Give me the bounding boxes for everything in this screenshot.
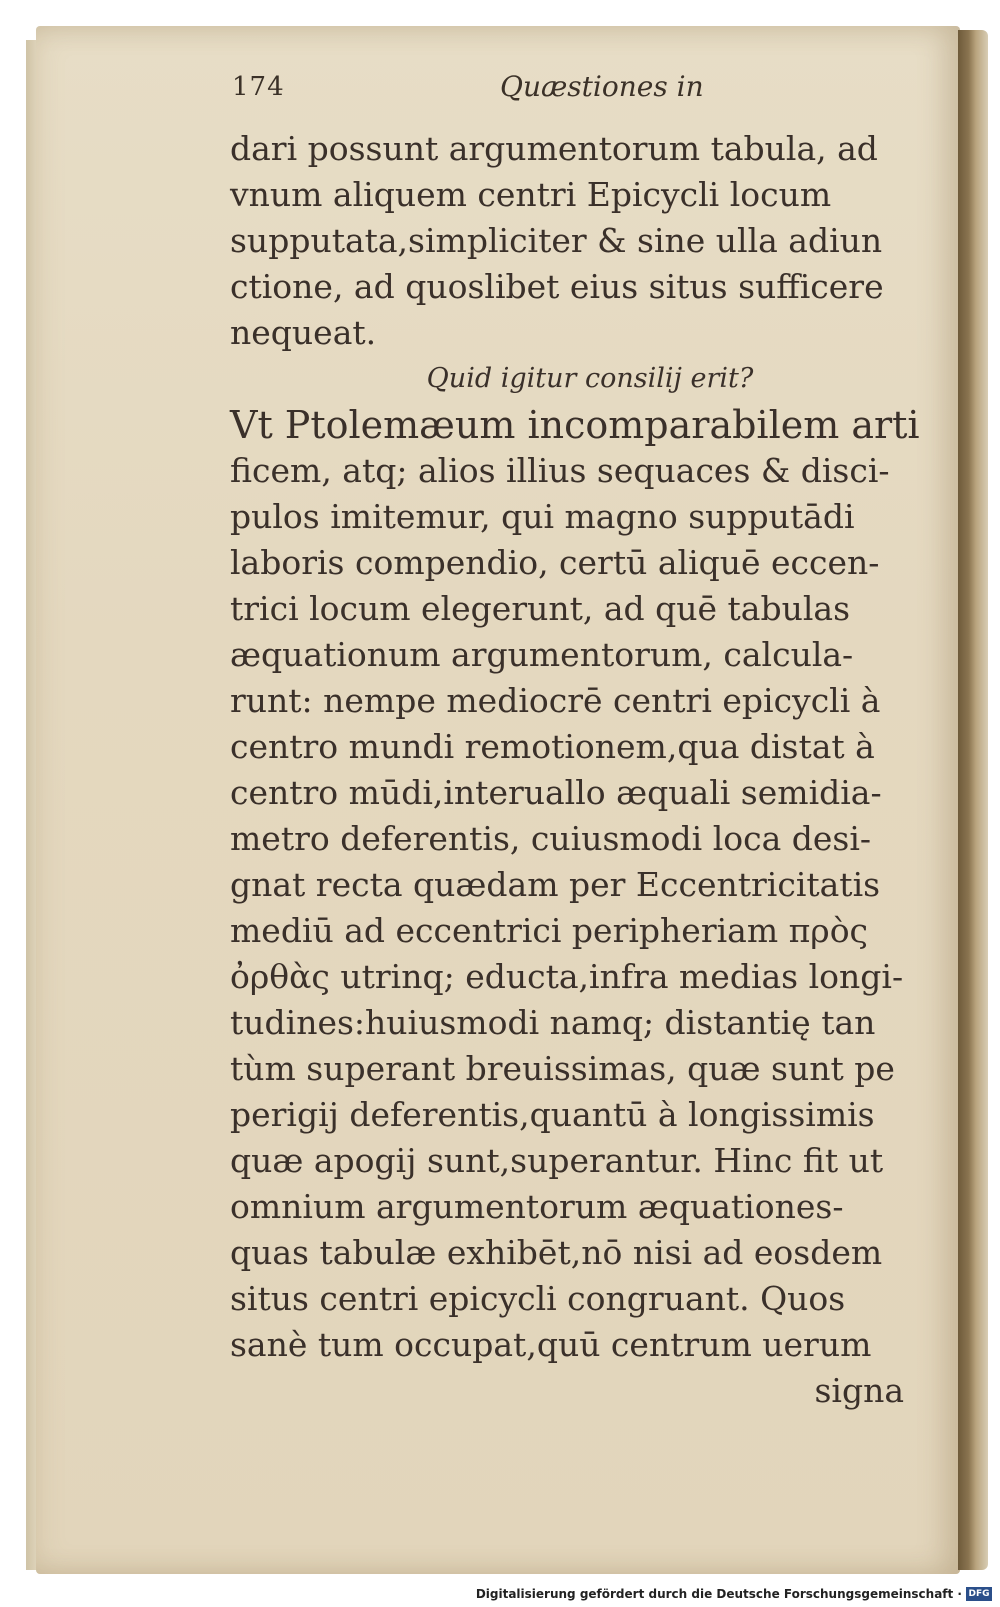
text-line: dari possunt argumentorum tabula, ad	[230, 129, 878, 168]
text-line: ὀρθὰς utrinq; educta,infra medias longi-	[230, 957, 904, 996]
text-line: omnium argumentorum æquationes-	[230, 1187, 844, 1226]
text-line: quas tabulæ exhibēt,nō nisi ad eosdem	[230, 1233, 883, 1272]
question-heading: Quid igitur consilij erit?	[426, 363, 754, 394]
footer-text: Digitalisierung gefördert durch die Deutsche Forschungsgemeinschaft ·	[475, 1587, 962, 1601]
text-line: centro mūdi,interuallo æquali semidia-	[230, 773, 882, 812]
text-line: trici locum elegerunt, ad quē tabulas	[230, 589, 851, 628]
text-line: ctione, ad quoslibet eius situs sufficere	[230, 267, 884, 306]
text-line: supputata,simpliciter & sine ulla adiun	[230, 221, 883, 260]
text-line: situs centri epicycli congruant. Quos	[230, 1279, 846, 1318]
page-number: 174	[232, 72, 285, 102]
text-line: perigij deferentis,quantū à longissimis	[230, 1095, 875, 1134]
text-line: sanè tum occupat,quū centrum uerum	[230, 1325, 872, 1364]
running-title: Quæstiones in	[500, 70, 704, 103]
text-line: pulos imitemur, qui magno supputādi	[230, 497, 855, 536]
running-head	[232, 68, 912, 108]
catchword: signa	[814, 1371, 904, 1410]
text-line: laboris compendio, certū aliquē eccen-	[230, 543, 880, 582]
book-fore-edge	[958, 30, 988, 1570]
digitization-footer	[476, 1584, 992, 1604]
text-line: quæ apogij sunt,superantur. Hinc fit ut	[230, 1141, 884, 1180]
text-line: metro deferentis, cuiusmodi loca desi-	[230, 819, 872, 858]
dfg-logo-icon: DFG	[966, 1587, 992, 1601]
text-line: ficem, atq; alios illius sequaces & disci-	[230, 451, 890, 490]
text-line: nequeat.	[230, 313, 377, 352]
body-text	[230, 126, 920, 1414]
text-line: æquationum argumentorum, calcula-	[230, 635, 854, 674]
text-line: centro mundi remotionem,qua distat à	[230, 727, 875, 766]
text-line: tùm superant breuissimas, quæ sunt pe	[230, 1049, 895, 1088]
text-line: vnum aliquem centri Epicycli locum	[230, 175, 832, 214]
text-line: mediū ad eccentrici peripheriam πρὸς	[230, 911, 869, 950]
text-line: runt: nempe mediocrē centri epicycli à	[230, 681, 881, 720]
text-line: gnat recta quædam per Eccentricitatis	[230, 865, 881, 904]
text-line: Vt Ptolemæum incomparabilem arti	[230, 403, 920, 447]
text-line: tudines:huiusmodi namq; distantię tan	[230, 1003, 876, 1042]
